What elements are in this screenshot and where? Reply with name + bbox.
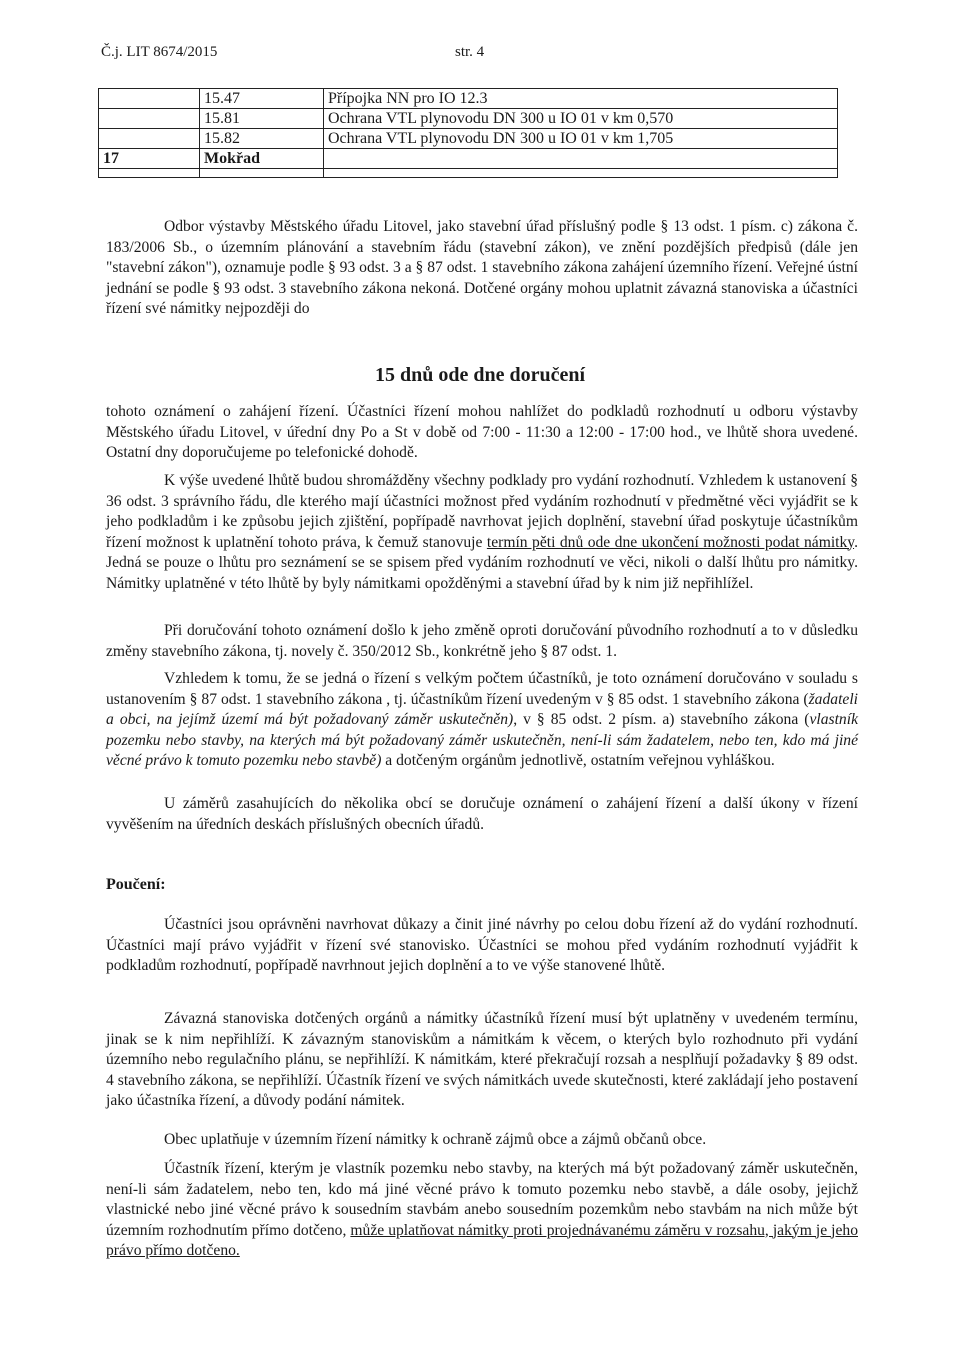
items-table xyxy=(98,88,838,178)
paragraph-participant xyxy=(106,1159,858,1262)
table-cell xyxy=(99,129,200,149)
table-cell: Ochrana VTL plynovodu DN 300 u IO 01 v km 0,570 xyxy=(324,109,838,129)
table-cell: 15.47 xyxy=(200,89,324,109)
table-cell xyxy=(324,169,838,178)
document-reference: Č.j. LIT 8674/2015 xyxy=(101,44,218,60)
text-span: Účastník řízení, kterým je vlastník pozemku nebo stavby, na kterých má být požadovaný záměr uskutečněn, není-li sám žadatelem, nebo ten, kdo má jiné věcné právo k tomuto pozemku nebo stavbě, a dále osoby, jejichž vlastnické nebo jiné věcné právo k sousedním stavbám anebo sousedním pozemkům nebo stavbám na nich může být územním rozhodnutím přímo dotčeno, xyxy=(106,1160,858,1239)
paragraph-multiple-municipalities: U záměrů zasahujících do několika obcí se doručuje oznámení o zahájení řízení a další úkony v řízení vyvěšením na úředních deskách příslušných obecních úřadů. xyxy=(106,795,858,833)
table-cell xyxy=(324,149,838,169)
table-row xyxy=(99,89,838,109)
table-cell: Přípojka NN pro IO 12.3 xyxy=(324,89,838,109)
section-title-instruction: Poučení: xyxy=(106,876,166,893)
deadline-heading: 15 dnů ode dne doručení xyxy=(374,364,586,386)
table-cell: 15.82 xyxy=(200,129,324,149)
text-span: , v § 85 odst. 2 písm. a) stavebního zákona ( xyxy=(513,711,810,728)
table-cell xyxy=(99,109,200,129)
paragraph-objections: Závazná stanoviska dotčených orgánů a námitky účastníků řízení musí být uplatněny v uvedeném termínu, jinak se k nim nepřihlíží. K závazným stanoviskům a námitkám k věcem, o kterých bylo rozhodnuto při vydání územního nebo regulačního plánu, se nepřihlíží. K námitkám, které překračují rozsah a nesplňují požadavky § 89 odst. 4 stavebního zákona, se nepřihlíží. Účastník řízení ve svých námitkách uvede skutečnosti, které zakládají jeho postavení jako účastníka řízení, a důvody podání námitek. xyxy=(106,1010,858,1109)
text-span: . Jedná se pouze o lhůtu pro seznámení se se spisem před vydáním rozhodnutí ve věci, nikoli o další lhůtu pro námitky. Námitky uplatněné v této lhůtě by byly námitkami opožděnými a stavební úřad by k nim již nepřihlížel. xyxy=(106,533,858,592)
table-cell: Mokřad xyxy=(200,149,324,169)
italic-text: vlastník pozemku nebo stavby, na kterých má být požadovaný záměr uskutečněn, není-li sám žadatelem, nebo ten, kdo má jiné věcné právo k tomuto pozemku nebo stavbě) xyxy=(106,711,858,769)
table-cell: 17 xyxy=(99,149,200,169)
table-cell: Ochrana VTL plynovodu DN 300 u IO 01 v km 1,705 xyxy=(324,129,838,149)
underlined-text: může uplatňovat námitky proti projednávanému záměru v rozsahu, jakým je jeho právo přímo dotčeno. xyxy=(106,1221,858,1259)
underlined-text: termín pěti dnů ode dne ukončení možnosti podat námitky xyxy=(486,533,855,551)
table-row xyxy=(99,129,838,149)
text-span: Vzhledem k tomu, že se jedná o řízení s velkým počtem účastníků, je toto oznámení doručováno v souladu s ustanovením § 87 odst. 1 stavebního zákona , tj. účastníkům řízení uvedeným v § 85 odst. 1 stavebního zákona ( xyxy=(106,670,858,708)
table-cell: 15.81 xyxy=(200,109,324,129)
page-number: str. 4 xyxy=(455,44,485,60)
paragraph-evidence xyxy=(106,471,858,594)
paragraph-delivery-method xyxy=(106,669,858,772)
text-span: a dotčeným orgánům jednotlivě, ostatním veřejnou vyhláškou. xyxy=(381,752,775,769)
table-cell xyxy=(99,89,200,109)
italic-text: žadateli a obci, na jejímž území má být požadovaný záměr uskutečněn) xyxy=(106,690,858,728)
table-row xyxy=(99,169,838,178)
paragraph-announcement: Odbor výstavby Městského úřadu Litovel, jako stavební úřad příslušný podle § 13 odst. 1 písm. c) zákona č. 183/2006 Sb., o územním plánování a stavebním řádu (stavební zákon), ve znění pozdějších předpisů (dále jen "stavební zákon"), oznamuje podle § 93 odst. 3 a § 87 odst. 1 stavebního zákona zahájení územního řízení. Veřejné ústní jednání se podle § 93 odst. 3 stavebního zákona nekoná. Dotčené orgány mohou uplatnit závazná stanoviska a účastníci řízení své námitky nejpozději do xyxy=(106,218,858,317)
paragraph-inspection: tohoto oznámení o zahájení řízení. Účastníci řízení mohou nahlížet do podkladů rozhodnutí u odboru výstavby Městského úřadu Litovel, v úřední dny Po a St v době od 7:00 - 11:30 a 12:00 - 17:00 hod., ve lhůtě shora uvedené. Ostatní dny doporučujeme po telefonické dohodě. xyxy=(106,403,858,461)
paragraph-municipality: Obec uplatňuje v územním řízení námitky k ochraně zájmů obce a zájmů občanů obce. xyxy=(164,1131,707,1148)
table-cell xyxy=(200,169,324,178)
text-span: K výše uvedené lhůtě budou shromážděny všechny podklady pro vydání rozhodnutí. Vzhledem k ustanovení § 36 odst. 3 správního řádu, dle kterého mají účastníci možnost před vydáním rozhodnutí v předmětné věci vyjádřit se k jeho podkladům i ke způsobu jejich zjištění, popřípadě navrhovat jejich doplnění, stavební úřad poskytuje účastníkům řízení možnost k uplatnění tohoto práva, k čemuž stanovuje xyxy=(106,472,858,551)
table-row xyxy=(99,149,838,169)
paragraph-delivery-change: Při doručování tohoto oznámení došlo k jeho změně oproti doručování původního rozhodnutí a to v důsledku změny stavebního zákona, tj. novely č. 350/2012 Sb., konkrétně jeho § 87 odst. 1. xyxy=(106,622,858,660)
table-cell xyxy=(99,169,200,178)
table-row xyxy=(99,109,838,129)
paragraph-rights: Účastníci jsou oprávněni navrhovat důkazy a činit jiné návrhy po celou dobu řízení až do vydání rozhodnutí. Účastníci mají právo vyjádřit v řízení své stanovisko. Účastníci se mohou před vydáním rozhodnutí vyjádřit k podkladům rozhodnutí, popřípadě navrhnout jejich doplnění a to ve výše stanovené lhůtě. xyxy=(106,916,858,974)
